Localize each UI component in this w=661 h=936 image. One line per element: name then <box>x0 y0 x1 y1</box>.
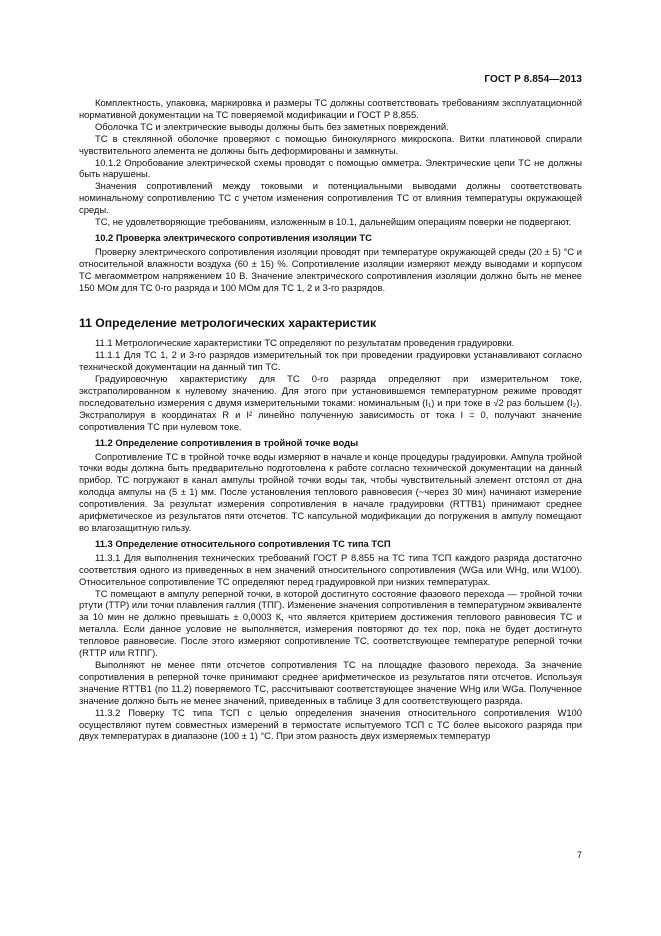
paragraph: 11.1.1 Для ТС 1, 2 и 3-го разрядов измерительный ток при проведении градуировки устанавливают согласно технической документации на данный тип ТС. <box>79 349 582 373</box>
paragraph: Выполняют не менее пяти отсчетов сопротивления ТС на площадке фазового перехода. За значение сопротивления в реперной точке принимают среднее арифметическое из результатов пяти отсчетов. Используя значение RТТВ1 (по 11.2) поверяемого ТС, рассчитывают соответствующее значение WHg или WGa. Полученное значение должно быть не менее значений, приведенных в таблице 3 для соответствующего разряда. <box>79 658 582 706</box>
paragraph: Проверку электрического сопротивления изоляции проводят при температуре окружающей среды (20 ± 5) °С и относительной влажности воздуха (60 ± 15) %. Сопротивление изоляции измеряют между выводами и корпусом ТС мегаомметром напряжением 10 В. Значение электрического сопротивления изоляции должно быть не менее 150 МОм для ТС 0-го разряда и 100 МОм для ТС 1, 2 и 3-го разрядов. <box>79 245 582 293</box>
paragraph: Градуировочную характеристику для ТС 0-го разряда определяют при измерительном токе, экстраполированном к нулевому значению. Для этого при установившемся температурном режиме проводят последовательно измерения с двумя измерительными токами: номинальным (I₁) и при токе в √2 раз большем (I₂). Экстраполируя в координатах R и I² линейно полученную зависимость от тока I = 0, получают значение сопротивления ТС при нулевом токе. <box>79 373 582 432</box>
paragraph: Комплектность, упаковка, маркировка и размеры ТС должны соответствовать требованиям эксплуатационной нормативной документации на ТС поверяемой модификации и ГОСТ Р 8.855. <box>79 97 582 120</box>
paragraph: 11.3.2 Поверку ТС типа ТСП с целью определения значения относительного сопротивления W100 осуществляют путем совместных измерений в термостате испытуемого ТСП с ТС более высокого разряда при двух температурах в диапазоне (100 ± 1) °С. При этом разность двух измеряемых температур <box>79 706 582 742</box>
document-body <box>79 97 582 742</box>
paragraph: 11.1 Метрологические характеристики ТС определяют по результатам проведения градуировки. <box>95 337 515 349</box>
paragraph: ТС в стеклянной оболочке проверяют с помощью бинокулярного микроскопа. Витки платиновой спирали чувствительного элемента не должны быть деформированы и замкнуты. <box>79 132 582 156</box>
paragraph: Оболочка ТС и электрические выводы должны быть без заметных повреждений. <box>95 120 449 132</box>
subsection-title-11-2: 11.2 Определение сопротивления в тройной точке воды <box>95 436 359 448</box>
standard-header: ГОСТ Р 8.854—2013 <box>484 74 582 85</box>
subsection-title-11-3: 11.3 Определение относительного сопротивления ТС типа ТСП <box>95 537 391 549</box>
subsection-title-10-2: 10.2 Проверка электрического сопротивления изоляции ТС <box>95 231 372 243</box>
page-number: 7 <box>576 850 582 860</box>
paragraph: ТС помещают в ампулу реперной точки, в которой достигнуто состояние фазового перехода — тройной точки ртути (ТТР) или точки плавления галлия (ТПГ). Изменение значения сопротивления в температурном эквиваленте за 10 мин не должно превышать ± 0,0003 К, что является критерием достижения теплового равновесия ТС и металла. Если данное условие не выполняется, измерения повторяют до тех пор, пока не будет достигнуто тепловое равновесие. После этого измеряют сопротивление ТС, соответствующее температуре реперной точки (RТТР или RТПГ). <box>79 587 582 659</box>
paragraph: ТС, не удовлетворяющие требованиям, изложенным в 10.1, дальнейшим операциям поверки не подвергают. <box>95 216 572 228</box>
paragraph: 10.1.2 Опробование электрической схемы проводят с помощью омметра. Электрические цепи ТС не должны быть нарушены. <box>79 156 582 180</box>
paragraph: 11.3.1 Для выполнения технических требований ГОСТ Р 8.855 на ТС типа ТСП каждого разряда достаточно соответствия одного из приведенных в нем значений относительного сопротивления (WGa или WHg, или W100). Относительное сопротивление ТС определяют перед градуировкой при низких температурах. <box>79 551 582 587</box>
section-title-11: 11 Определение метрологических характеристик <box>79 315 377 330</box>
paragraph: Сопротивление ТС в тройной точке воды измеряют в начале и конце процедуры градуировки. Ампула тройной точки воды должна быть предварительно подготовлена к работе согласно технической документации на данный прибор. ТС погружают в канал ампулы тройной точки воды так, чтобы чувствительный элемент отстоял от дна колодца ампулы на (5 ± 1) мм. После установления теплового равновесия (~через 30 мин) начинают измерение сопротивления. За результат измерения сопротивления в начале градуировки (RТТВ1) принимают среднее арифметическое из результатов пяти отсчетов. ТС капсульной модификации до погружения в ампулу помещают во влагозащитную гильзу. <box>79 450 582 533</box>
paragraph: Значения сопротивлений между токовыми и потенциальными выводами должны соответствовать номинальному сопротивлению ТС с учетом изменения сопротивления ТС от влияния температуры окружающей среды. <box>79 180 582 216</box>
